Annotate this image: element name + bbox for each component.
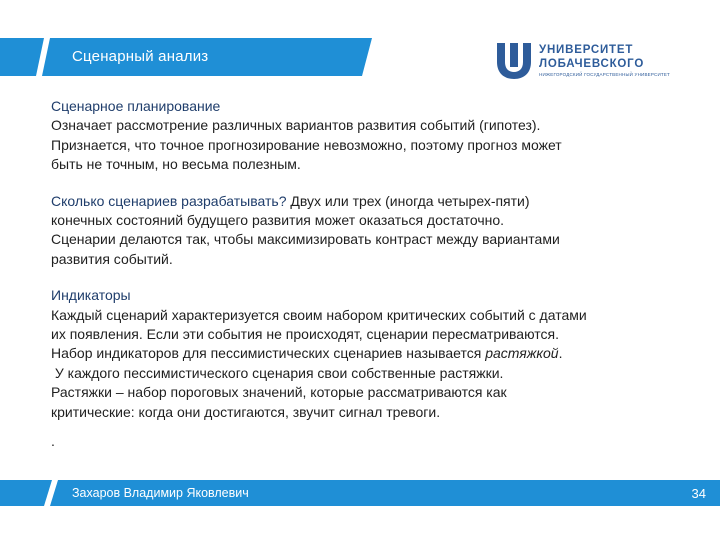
trailing-dot: . (51, 433, 55, 450)
footer-divider (40, 480, 62, 506)
section-heading: Индикаторы (51, 287, 131, 304)
logo-small-text: НИЖЕГОРОДСКИЙ ГОСУДАРСТВЕННЫЙ УНИВЕРСИТЕТ (539, 72, 671, 77)
text-fragment: Двух или трех (иногда четырех-пяти) (286, 192, 530, 209)
footer-author: Захаров Владимир Яковлевич (72, 486, 249, 500)
section-heading: Сколько сценариев разрабатывать? (51, 192, 287, 209)
text-line: Признается, что точное прогнозирование невозможно, поэтому прогноз может (51, 136, 562, 153)
text-line: развития событий. (51, 250, 173, 267)
text-line: конечных состояний будущего развития может оказаться достаточно. (51, 212, 505, 229)
text-line (51, 192, 691, 211)
section-how-many-scenarios (51, 192, 691, 270)
text-line: критические: когда они достигаются, звучит сигнал тревоги. (51, 403, 441, 420)
logo-line1: УНИВЕРСИТЕТ (539, 44, 634, 56)
unn-logo-mark-icon (494, 40, 534, 80)
section-scenario-planning (51, 97, 691, 175)
section-heading: Сценарное планирование (51, 98, 221, 114)
logo-line2: ЛОБАЧЕВСКОГО (539, 58, 645, 70)
text-line (51, 344, 691, 363)
university-logo (494, 40, 671, 80)
text-line: Сценарии делаются так, чтобы максимизировать контраст между вариантами (51, 231, 560, 248)
page-number: 34 (691, 486, 706, 501)
emphasis-term: растяжкой (485, 345, 559, 362)
text-line: Каждый сценарий характеризуется своим набором критических событий с датами (51, 306, 587, 323)
text-line: У каждого пессимистического сценария свои собственные растяжки. (51, 364, 504, 381)
text-line: их появления. Если эти события не происходят, сценарии пересматриваются. (51, 326, 560, 343)
text-line: Растяжки – набор пороговых значений, которые рассматриваются как (51, 384, 507, 401)
slide-content (51, 97, 691, 469)
text-line: быть не точным, но весьма полезным. (51, 156, 301, 173)
text-fragment: . (558, 345, 563, 362)
header (0, 0, 720, 80)
section-indicators (51, 286, 691, 451)
text-fragment: Набор индикаторов для пессимистических сценариев называется (51, 345, 486, 362)
text-line: Означает рассмотрение различных вариантов развития событий (гипотез). (51, 117, 541, 134)
slide-title: Сценарный анализ (72, 48, 209, 65)
